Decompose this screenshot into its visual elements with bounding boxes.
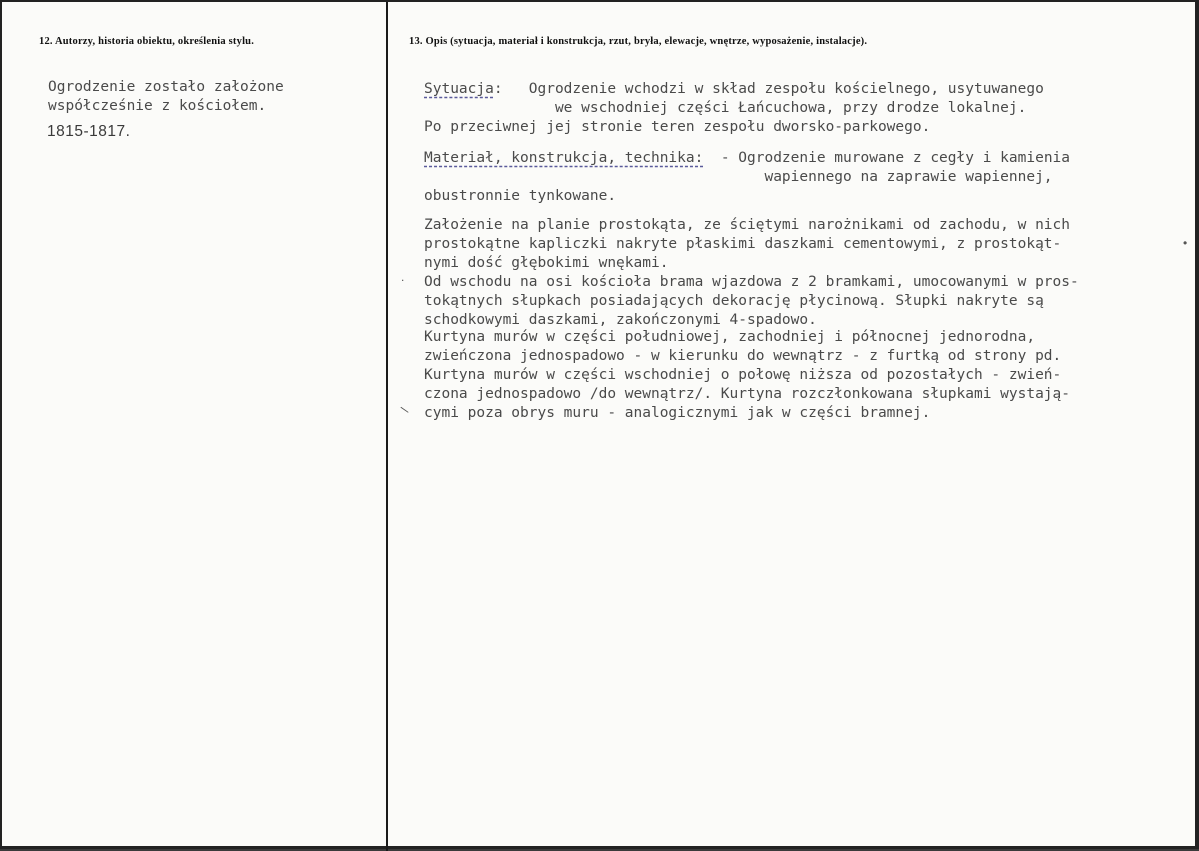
- margin-tick-mark: \: [398, 403, 411, 417]
- situation-line-2: we wschodniej części Łańcuchowa, przy drodze lokalnej.: [424, 100, 1027, 116]
- plan-line: nymi dość głębokimi wnękami.: [424, 255, 669, 271]
- plan-line: Od wschodu na osi kościoła brama wjazdowa z 2 bramkami, umocowanymi w pros-: [424, 274, 1079, 290]
- plan-line: schodkowymi daszkami, zakończonymi 4-spadowo.: [424, 312, 817, 328]
- column-divider: [386, 2, 388, 851]
- margin-dot-mark: .: [401, 270, 405, 284]
- wall-line: czona jednospadowo /do wewnątrz/. Kurtyna rozczłonkowana słupkami wystają-: [424, 386, 1071, 402]
- material-line-3: obustronnie tynkowane.: [424, 188, 617, 204]
- wall-line: Kurtyna murów w części południowej, zachodniej i północnej jednorodna,: [424, 329, 1036, 345]
- authors-line-2: współcześnie z kościołem.: [48, 98, 267, 114]
- authors-line-1: Ogrodzenie zostało założone: [48, 79, 284, 95]
- material-block: [424, 149, 1070, 206]
- material-line-1: - Ogrodzenie murowane z cegły i kamienia: [703, 150, 1071, 166]
- construction-years: 1815-1817.: [47, 123, 131, 140]
- wall-line: Kurtyna murów w części wschodniej o połowę niższa od pozostałych - zwień-: [424, 367, 1062, 383]
- plan-line: Założenie na planie prostokąta, ze ściętymi narożnikami od zachodu, w nich: [424, 217, 1071, 233]
- plan-line: prostokątne kapliczki nakryte płaskimi daszkami cementowymi, z prostokąt-: [424, 236, 1062, 252]
- wall-line: zwieńczona jednospadowo - w kierunku do wewnątrz - z furtką od strony pd.: [424, 348, 1062, 364]
- section-12-header: 12. Autorzy, historia obiektu, określenia stylu.: [39, 36, 255, 47]
- plan-description: [424, 216, 1079, 330]
- material-label: Materiał, konstrukcja, technika:: [424, 150, 704, 166]
- situation-block: [424, 80, 1044, 137]
- material-line-2: wapiennego na zaprawie wapiennej,: [424, 169, 1053, 185]
- plan-line: tokątnych słupkach posiadających dekorację płycinową. Słupki nakryte są: [424, 293, 1044, 309]
- section-13-header: 13. Opis (sytuacja, materiał i konstrukcja, rzut, bryła, elewacje, wnętrze, wyposażenie, instalacje).: [409, 36, 868, 47]
- margin-dot-mark: •: [1183, 236, 1188, 250]
- authors-history-text: [48, 78, 284, 116]
- wall-description: [424, 328, 1070, 423]
- situation-line-1: : Ogrodzenie wchodzi w skład zespołu kościelnego, usytuwanego: [493, 81, 1044, 97]
- situation-label: Sytuacja: [424, 81, 494, 97]
- wall-line: cymi poza obrys muru - analogicznymi jak w części bramnej.: [424, 405, 931, 421]
- situation-line-3: Po przeciwnej jej stronie teren zespołu dworsko-parkowego.: [424, 119, 931, 135]
